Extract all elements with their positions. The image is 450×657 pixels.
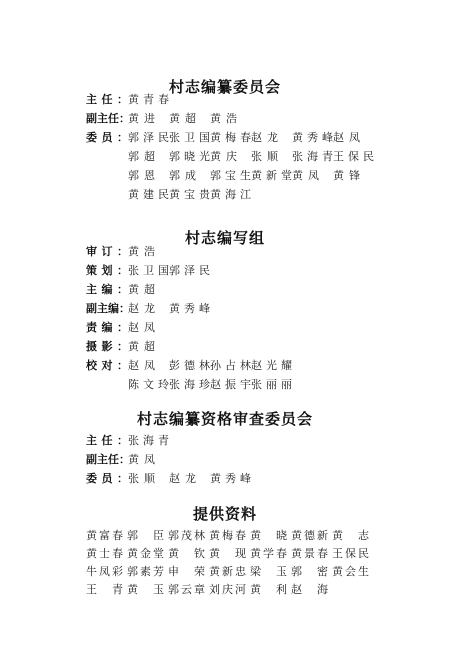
role-label: 主编： <box>86 283 128 296</box>
person-name: 赵凤 <box>333 131 360 144</box>
person-name: 黄秀峰 <box>292 131 333 144</box>
role-label: 主任： <box>86 434 128 447</box>
names-list <box>128 167 374 185</box>
section-title-writing-group: 村志编写组 <box>184 229 265 247</box>
person-name: 王保民 <box>333 150 374 163</box>
person-name: 赵凤 <box>128 359 155 372</box>
person-name: 张顺 <box>251 150 278 163</box>
names-list <box>128 91 169 109</box>
person-name: 黄德新 <box>291 529 328 542</box>
person-name: 黄浩 <box>128 245 155 258</box>
person-name: 张海青 <box>128 434 169 447</box>
person-name: 彭德林 <box>169 359 210 372</box>
role-label: 摄影： <box>86 340 128 353</box>
names-list <box>128 300 210 318</box>
person-name: 张海青 <box>292 150 333 163</box>
person-name: 王保民 <box>332 547 369 560</box>
person-name: 黄梅春 <box>209 529 246 542</box>
person-name: 黄秀峰 <box>169 302 210 315</box>
names-list <box>128 376 292 394</box>
person-name: 陈文玲 <box>128 378 169 391</box>
person-name: 黄志 <box>332 529 369 542</box>
person-name: 赵龙 <box>128 302 155 315</box>
person-name: 黄士春 <box>86 547 123 560</box>
person-name: 张卫国 <box>169 131 210 144</box>
person-name: 郭恩 <box>128 169 155 182</box>
person-name: 黄新忠 <box>209 565 246 578</box>
person-name: 孙占林 <box>210 359 251 372</box>
names-list <box>128 357 292 375</box>
role-label: 主任： <box>86 93 128 106</box>
roster-row <box>86 376 292 394</box>
person-name: 黄宝贵 <box>169 188 210 201</box>
role-label: 委员： <box>86 472 128 485</box>
role-label: 责编： <box>86 321 128 334</box>
person-name: 黄青春 <box>128 93 169 106</box>
person-name: 黄超 <box>169 112 196 125</box>
roster-row <box>86 451 169 469</box>
person-name: 张海珍 <box>169 378 210 391</box>
person-name: 赵振宇 <box>210 378 251 391</box>
person-name: 赵龙 <box>169 472 196 485</box>
person-name: 黄会生 <box>332 565 369 578</box>
roster-row <box>86 110 251 128</box>
role-label: 副主编： <box>86 302 130 315</box>
names-list <box>128 186 251 204</box>
person-name: 郭云章 <box>168 583 205 596</box>
person-name: 刘庆河 <box>209 583 246 596</box>
section-title-materials-providers: 提供资料 <box>192 505 257 523</box>
roster-row <box>86 281 169 299</box>
person-name: 黄凤 <box>292 169 319 182</box>
person-name: 黄利 <box>250 583 287 596</box>
role-label: 副主任： <box>86 453 130 466</box>
person-name: 黄海江 <box>210 188 251 201</box>
person-name: 郭泽民 <box>128 131 169 144</box>
person-name: 张卫国 <box>128 264 169 277</box>
person-name: 黄庆 <box>210 150 237 163</box>
roster-row <box>86 167 374 185</box>
person-name: 郭素芳 <box>127 565 164 578</box>
providers-row <box>86 563 373 581</box>
names-list <box>128 338 169 356</box>
names-list <box>128 319 169 337</box>
person-name: 张顺 <box>128 472 155 485</box>
role-label: 策划： <box>86 264 128 277</box>
person-name: 赵龙 <box>251 131 278 144</box>
person-name: 牛凤彩 <box>86 565 123 578</box>
person-name: 黄现 <box>209 547 246 560</box>
roster-row <box>86 243 169 261</box>
names-list <box>128 432 169 450</box>
person-name: 郭晓光 <box>169 150 210 163</box>
person-name: 黄学春 <box>250 547 287 560</box>
person-name: 黄富春 <box>86 529 123 542</box>
roster-row <box>86 470 251 488</box>
section-title-review-committee: 村志编纂资格审查委员会 <box>136 410 313 428</box>
names-list <box>128 451 169 469</box>
person-name: 郭茂林 <box>168 529 205 542</box>
roster-row <box>86 186 251 204</box>
roster-row <box>86 148 374 166</box>
person-name: 黄晓 <box>250 529 287 542</box>
names-list <box>128 470 251 488</box>
roster-row <box>86 91 169 109</box>
person-name: 张丽丽 <box>251 378 292 391</box>
providers-grid <box>86 527 373 599</box>
person-name: 王青 <box>86 583 123 596</box>
role-label: 校对： <box>86 359 128 372</box>
person-name: 黄进 <box>128 112 155 125</box>
person-name: 郭成 <box>169 169 196 182</box>
person-name: 赵光耀 <box>251 359 292 372</box>
person-name: 黄新堂 <box>251 169 292 182</box>
person-name: 郭密 <box>291 565 328 578</box>
names-list <box>128 243 169 261</box>
person-name: 黄秀峰 <box>210 472 251 485</box>
person-name: 申荣 <box>168 565 205 578</box>
roster-row <box>86 129 374 147</box>
section-title-editorial-committee: 村志编纂委员会 <box>168 78 281 96</box>
names-list <box>128 148 374 166</box>
person-name: 黄梅春 <box>210 131 251 144</box>
person-name: 黄浩 <box>210 112 237 125</box>
roster-row <box>86 262 210 280</box>
role-label: 副主任： <box>86 112 130 125</box>
roster-row <box>86 300 210 318</box>
names-list <box>128 110 251 128</box>
person-name: 郭超 <box>128 150 155 163</box>
person-name: 梁玉 <box>250 565 287 578</box>
providers-row <box>86 581 373 599</box>
roster-row <box>86 338 169 356</box>
person-name: 郭臣 <box>127 529 164 542</box>
person-name: 黄景春 <box>291 547 328 560</box>
person-name: 黄凤 <box>128 453 155 466</box>
roster-row <box>86 432 169 450</box>
roster-row <box>86 319 169 337</box>
person-name: 黄玉 <box>127 583 164 596</box>
person-name: 黄超 <box>128 283 155 296</box>
providers-row <box>86 527 373 545</box>
person-name: 郭泽民 <box>169 264 210 277</box>
role-label: 委员： <box>86 131 128 144</box>
role-label: 审订： <box>86 245 128 258</box>
person-name: 黄建民 <box>128 188 169 201</box>
person-name: 赵凤 <box>128 321 155 334</box>
person-name: 黄锋 <box>333 169 360 182</box>
names-list <box>128 281 169 299</box>
person-name: 黄超 <box>128 340 155 353</box>
roster-row <box>86 357 292 375</box>
person-name: 黄金堂 <box>127 547 164 560</box>
person-name: 黄钦 <box>168 547 205 560</box>
person-name: 郭宝生 <box>210 169 251 182</box>
names-list <box>128 262 210 280</box>
person-name: 赵海 <box>291 583 328 596</box>
names-list <box>128 129 374 147</box>
providers-row <box>86 545 373 563</box>
